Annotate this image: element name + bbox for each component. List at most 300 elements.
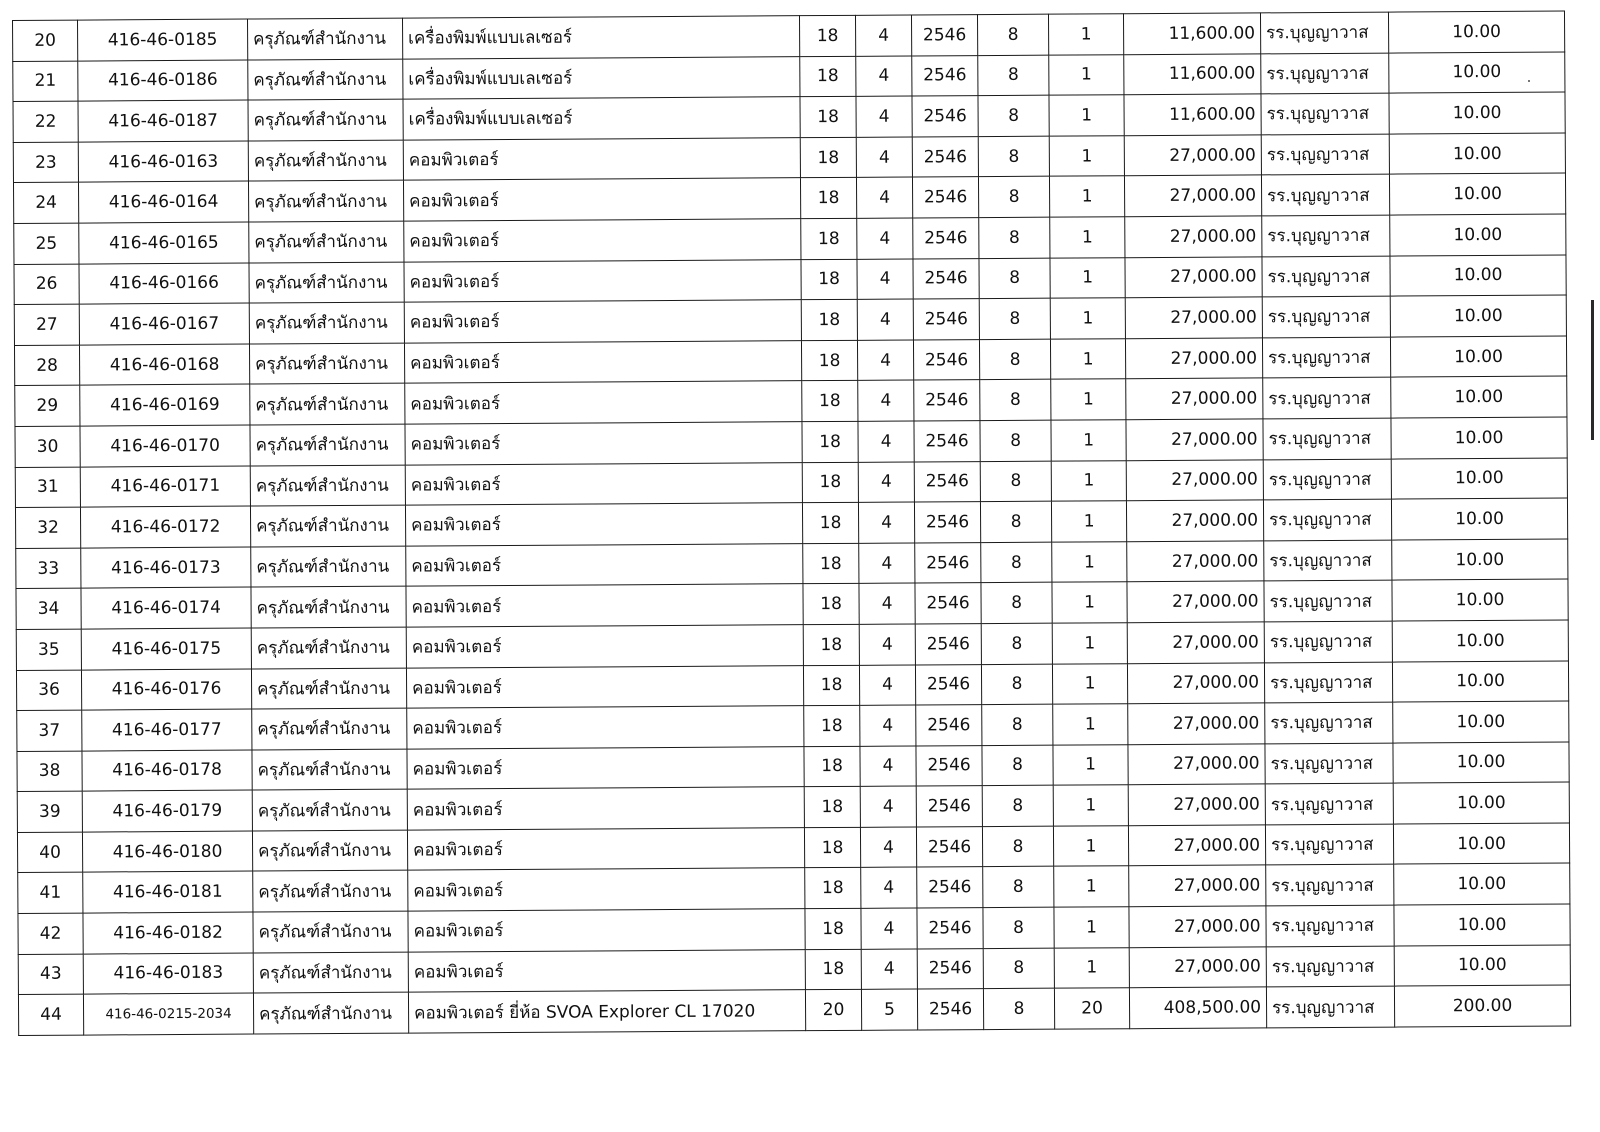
cell-useful-life: 8 (982, 785, 1053, 826)
cell-useful-life: 8 (983, 988, 1054, 1029)
cell-item-no: 20 (13, 20, 78, 61)
cell-acquired-day: 18 (801, 218, 857, 259)
cell-asset-name: คอมพิวเตอร์ (407, 787, 804, 830)
cell-asset-type: ครุภัณฑ์สำนักงาน (253, 992, 408, 1034)
cell-quantity: 1 (1049, 176, 1124, 217)
cell-useful-life: 8 (981, 542, 1052, 583)
cell-asset-type: ครุภัณฑ์สำนักงาน (253, 871, 408, 913)
cell-quantity: 1 (1050, 217, 1125, 258)
cell-acquired-year: 2546 (914, 380, 980, 421)
cell-location: รร.บุญญาวาส (1266, 865, 1394, 906)
cell-rate: 10.00 (1389, 133, 1565, 175)
cell-item-no: 44 (18, 994, 83, 1035)
cell-quantity: 1 (1051, 460, 1126, 501)
cell-useful-life: 8 (981, 623, 1052, 664)
cell-acquired-day: 18 (804, 705, 860, 746)
cell-item-no: 40 (17, 832, 82, 873)
cell-acquired-day: 20 (805, 990, 861, 1031)
cell-asset-code: 416-46-0171 (80, 466, 250, 508)
cell-acquired-month: 4 (856, 56, 912, 97)
cell-asset-type: ครุภัณฑ์สำนักงาน (250, 383, 405, 425)
cell-location: รร.บุญญาวาส (1266, 986, 1394, 1027)
cell-location: รร.บุญญาวาส (1262, 337, 1390, 378)
cell-location: รร.บุญญาวาส (1262, 256, 1390, 297)
cell-price: 27,000.00 (1126, 419, 1263, 460)
cell-location: รร.บุญญาวาส (1265, 824, 1393, 865)
cell-quantity: 1 (1052, 541, 1127, 582)
cell-location: รร.บุญญาวาส (1263, 499, 1391, 540)
cell-acquired-day: 18 (804, 827, 860, 868)
cell-useful-life: 8 (983, 948, 1054, 989)
cell-acquired-year: 2546 (914, 421, 980, 462)
cell-asset-name: คอมพิวเตอร์ (405, 462, 802, 505)
cell-acquired-month: 4 (857, 259, 913, 300)
cell-asset-type: ครุภัณฑ์สำนักงาน (250, 465, 405, 507)
cell-item-no: 42 (18, 913, 83, 954)
cell-acquired-month: 4 (855, 15, 911, 56)
cell-useful-life: 8 (982, 704, 1053, 745)
cell-price: 11,600.00 (1123, 13, 1260, 54)
cell-asset-code: 416-46-0173 (81, 547, 251, 589)
cell-quantity: 1 (1054, 866, 1129, 907)
cell-asset-code: 416-46-0183 (83, 953, 253, 995)
cell-acquired-month: 4 (860, 705, 916, 746)
cell-asset-name: คอมพิวเตอร์ (407, 746, 804, 789)
cell-price: 11,600.00 (1124, 94, 1261, 135)
scan-edge-mark (1591, 300, 1594, 440)
cell-quantity: 1 (1049, 135, 1124, 176)
cell-item-no: 37 (17, 710, 82, 751)
cell-acquired-year: 2546 (916, 745, 982, 786)
cell-acquired-day: 18 (803, 584, 859, 625)
cell-asset-type: ครุภัณฑ์สำนักงาน (250, 505, 405, 547)
cell-acquired-day: 18 (803, 624, 859, 665)
cell-acquired-month: 4 (856, 137, 912, 178)
cell-location: รร.บุญญาวาส (1260, 12, 1388, 53)
cell-asset-type: ครุภัณฑ์สำนักงาน (253, 911, 408, 953)
cell-rate: 10.00 (1391, 498, 1567, 540)
cell-useful-life: 8 (979, 339, 1050, 380)
cell-acquired-year: 2546 (915, 583, 981, 624)
cell-useful-life: 8 (983, 907, 1054, 948)
cell-rate: 10.00 (1391, 376, 1567, 418)
cell-rate: 10.00 (1392, 579, 1568, 621)
cell-asset-code: 416-46-0163 (78, 141, 248, 183)
cell-acquired-month: 4 (859, 543, 915, 584)
cell-location: รร.บุญญาวาส (1263, 418, 1391, 459)
cell-rate: 10.00 (1388, 11, 1564, 53)
cell-asset-type: ครุภัณฑ์สำนักงาน (252, 708, 407, 750)
cell-rate: 10.00 (1390, 295, 1566, 337)
cell-price: 27,000.00 (1125, 256, 1262, 297)
cell-quantity: 1 (1052, 623, 1127, 664)
cell-item-no: 30 (15, 426, 80, 467)
cell-location: รร.บุญญาวาส (1261, 53, 1389, 94)
cell-location: รร.บุญญาวาส (1262, 296, 1390, 337)
cell-asset-code: 416-46-0179 (82, 790, 252, 832)
cell-asset-type: ครุภัณฑ์สำนักงาน (252, 749, 407, 791)
cell-item-no: 22 (13, 101, 78, 142)
cell-rate: 10.00 (1389, 52, 1565, 94)
cell-acquired-year: 2546 (917, 867, 983, 908)
cell-acquired-year: 2546 (917, 908, 983, 949)
cell-asset-code: 416-46-0168 (79, 344, 249, 386)
cell-location: รร.บุญญาวาส (1265, 783, 1393, 824)
cell-asset-type: ครุภัณฑ์สำนักงาน (249, 302, 404, 344)
cell-asset-name: คอมพิวเตอร์ (405, 503, 802, 546)
cell-item-no: 34 (16, 588, 81, 629)
cell-asset-name: คอมพิวเตอร์ (405, 422, 802, 465)
cell-asset-name: คอมพิวเตอร์ (404, 300, 801, 343)
cell-acquired-year: 2546 (912, 136, 978, 177)
cell-asset-type: ครุภัณฑ์สำนักงาน (251, 546, 406, 588)
cell-acquired-year: 2546 (913, 339, 979, 380)
cell-quantity: 1 (1051, 501, 1126, 542)
cell-asset-name: คอมพิวเตอร์ (404, 219, 801, 262)
cell-asset-name: คอมพิวเตอร์ (404, 259, 801, 302)
cell-acquired-month: 4 (861, 908, 917, 949)
cell-rate: 10.00 (1389, 92, 1565, 134)
cell-acquired-month: 4 (857, 299, 913, 340)
cell-quantity: 1 (1050, 257, 1125, 298)
cell-acquired-month: 4 (856, 96, 912, 137)
cell-quantity: 1 (1053, 785, 1128, 826)
cell-price: 27,000.00 (1126, 378, 1263, 419)
cell-quantity: 1 (1050, 338, 1125, 379)
cell-location: รร.บุญญาวาส (1264, 580, 1392, 621)
cell-price: 408,500.00 (1129, 987, 1266, 1028)
cell-acquired-day: 18 (804, 746, 860, 787)
cell-useful-life: 8 (982, 745, 1053, 786)
cell-asset-type: ครุภัณฑ์สำนักงาน (252, 789, 407, 831)
cell-asset-name: คอมพิวเตอร์ (408, 909, 805, 952)
cell-asset-code: 416-46-0166 (79, 263, 249, 305)
cell-useful-life: 8 (980, 420, 1051, 461)
cell-location: รร.บุญญาวาส (1263, 377, 1391, 418)
cell-acquired-year: 2546 (911, 15, 977, 56)
cell-acquired-day: 18 (800, 178, 856, 219)
cell-rate: 200.00 (1394, 985, 1570, 1027)
cell-acquired-year: 2546 (917, 989, 983, 1030)
cell-asset-name: คอมพิวเตอร์ (406, 665, 803, 708)
cell-asset-name: คอมพิวเตอร์ (403, 178, 800, 221)
cell-acquired-month: 4 (861, 867, 917, 908)
cell-asset-type: ครุภัณฑ์สำนักงาน (251, 627, 406, 669)
cell-acquired-year: 2546 (915, 623, 981, 664)
cell-rate: 10.00 (1391, 417, 1567, 459)
cell-asset-code: 416-46-0169 (80, 384, 250, 426)
cell-acquired-month: 4 (859, 583, 915, 624)
cell-asset-type: ครุภัณฑ์สำนักงาน (247, 18, 402, 60)
cell-acquired-month: 4 (858, 462, 914, 503)
cell-price: 27,000.00 (1127, 622, 1264, 663)
cell-asset-name: เครื่องพิมพ์แบบเลเซอร์ (403, 56, 800, 99)
cell-item-no: 31 (15, 467, 80, 508)
cell-quantity: 1 (1054, 947, 1129, 988)
cell-acquired-month: 4 (857, 218, 913, 259)
cell-acquired-day: 18 (800, 97, 856, 138)
cell-price: 27,000.00 (1129, 947, 1266, 988)
cell-acquired-day: 18 (802, 421, 858, 462)
cell-rate: 10.00 (1394, 904, 1570, 946)
cell-rate: 10.00 (1390, 336, 1566, 378)
cell-quantity: 1 (1049, 54, 1124, 95)
cell-acquired-year: 2546 (917, 948, 983, 989)
cell-asset-type: ครุภัณฑ์สำนักงาน (248, 180, 403, 222)
cell-asset-code: 416-46-0182 (83, 912, 253, 954)
cell-asset-name: คอมพิวเตอร์ (408, 868, 805, 911)
cell-asset-type: ครุภัณฑ์สำนักงาน (249, 262, 404, 304)
cell-acquired-month: 4 (858, 380, 914, 421)
asset-register-sheet (12, 11, 1570, 1036)
cell-quantity: 1 (1053, 826, 1128, 867)
cell-useful-life: 8 (982, 826, 1053, 867)
cell-useful-life: 8 (978, 177, 1049, 218)
cell-acquired-day: 18 (802, 462, 858, 503)
cell-price: 27,000.00 (1129, 865, 1266, 906)
cell-item-no: 32 (15, 507, 80, 548)
cell-asset-code: 416-46-0186 (78, 60, 248, 102)
cell-asset-name: คอมพิวเตอร์ (408, 949, 805, 992)
cell-rate: 10.00 (1393, 701, 1569, 743)
cell-item-no: 21 (13, 61, 78, 102)
cell-location: รร.บุญญาวาส (1261, 93, 1389, 134)
cell-acquired-year: 2546 (913, 299, 979, 340)
cell-asset-type: ครุภัณฑ์สำนักงาน (251, 668, 406, 710)
cell-asset-type: ครุภัณฑ์สำนักงาน (250, 424, 405, 466)
cell-useful-life: 8 (979, 298, 1050, 339)
cell-asset-code: 416-46-0172 (80, 506, 250, 548)
cell-asset-type: ครุภัณฑ์สำนักงาน (248, 59, 403, 101)
cell-location: รร.บุญญาวาส (1264, 621, 1392, 662)
cell-acquired-month: 5 (861, 989, 917, 1030)
cell-acquired-day: 18 (800, 56, 856, 97)
cell-price: 27,000.00 (1129, 906, 1266, 947)
cell-quantity: 1 (1052, 582, 1127, 623)
cell-quantity: 20 (1054, 988, 1129, 1029)
cell-item-no: 39 (17, 791, 82, 832)
cell-location: รร.บุญญาวาส (1265, 743, 1393, 784)
cell-useful-life: 8 (981, 582, 1052, 623)
cell-rate: 10.00 (1392, 620, 1568, 662)
cell-asset-name: คอมพิวเตอร์ (406, 584, 803, 627)
cell-asset-name: คอมพิวเตอร์ (405, 381, 802, 424)
cell-acquired-month: 4 (856, 177, 912, 218)
cell-asset-type: ครุภัณฑ์สำนักงาน (248, 140, 403, 182)
cell-asset-code: 416-46-0215-2034 (83, 993, 253, 1035)
cell-acquired-month: 4 (857, 340, 913, 381)
cell-asset-code: 416-46-0165 (79, 222, 249, 264)
cell-asset-type: ครุภัณฑ์สำนักงาน (249, 221, 404, 263)
cell-price: 27,000.00 (1128, 825, 1265, 866)
cell-item-no: 24 (13, 182, 78, 223)
cell-location: รร.บุญญาวาส (1262, 215, 1390, 256)
cell-item-no: 41 (18, 873, 83, 914)
cell-acquired-month: 4 (860, 786, 916, 827)
cell-price: 27,000.00 (1124, 135, 1261, 176)
cell-price: 27,000.00 (1127, 541, 1264, 582)
cell-location: รร.บุญญาวาส (1263, 459, 1391, 500)
cell-acquired-day: 18 (803, 665, 859, 706)
cell-acquired-year: 2546 (914, 461, 980, 502)
cell-acquired-day: 18 (803, 543, 859, 584)
cell-useful-life: 8 (983, 867, 1054, 908)
cell-useful-life: 8 (979, 258, 1050, 299)
cell-price: 11,600.00 (1124, 53, 1261, 94)
cell-rate: 10.00 (1393, 782, 1569, 824)
cell-acquired-day: 18 (799, 15, 855, 56)
cell-asset-name: คอมพิวเตอร์ (407, 828, 804, 871)
cell-asset-type: ครุภัณฑ์สำนักงาน (252, 830, 407, 872)
cell-acquired-year: 2546 (913, 258, 979, 299)
cell-price: 27,000.00 (1125, 216, 1262, 257)
cell-location: รร.บุญญาวาส (1264, 540, 1392, 581)
cell-item-no: 38 (17, 751, 82, 792)
cell-useful-life: 8 (978, 55, 1049, 96)
cell-acquired-day: 18 (805, 868, 861, 909)
table-row (18, 985, 1570, 1035)
cell-acquired-day: 18 (805, 908, 861, 949)
cell-asset-code: 416-46-0177 (82, 709, 252, 751)
cell-item-no: 43 (18, 954, 83, 995)
cell-acquired-year: 2546 (915, 664, 981, 705)
cell-acquired-year: 2546 (916, 786, 982, 827)
cell-useful-life: 8 (979, 217, 1050, 258)
cell-quantity: 1 (1054, 907, 1129, 948)
cell-price: 27,000.00 (1127, 581, 1264, 622)
cell-acquired-year: 2546 (916, 705, 982, 746)
cell-asset-code: 416-46-0176 (81, 669, 251, 711)
cell-useful-life: 8 (977, 14, 1048, 55)
cell-acquired-month: 4 (858, 502, 914, 543)
cell-quantity: 1 (1050, 298, 1125, 339)
cell-location: รร.บุญญาวาส (1266, 905, 1394, 946)
cell-asset-code: 416-46-0181 (83, 872, 253, 914)
cell-acquired-day: 18 (801, 259, 857, 300)
cell-acquired-day: 18 (801, 340, 857, 381)
cell-location: รร.บุญญาวาส (1261, 134, 1389, 175)
cell-useful-life: 8 (978, 136, 1049, 177)
cell-asset-type: ครุภัณฑ์สำนักงาน (248, 99, 403, 141)
cell-asset-code: 416-46-0187 (78, 100, 248, 142)
cell-asset-type: ครุภัณฑ์สำนักงาน (249, 343, 404, 385)
cell-item-no: 35 (16, 629, 81, 670)
cell-item-no: 27 (14, 304, 79, 345)
cell-asset-name: คอมพิวเตอร์ (406, 625, 803, 668)
cell-quantity: 1 (1051, 420, 1126, 461)
cell-asset-code: 416-46-0175 (81, 628, 251, 670)
cell-item-no: 25 (14, 223, 79, 264)
cell-rate: 10.00 (1394, 863, 1570, 905)
cell-acquired-month: 4 (861, 949, 917, 990)
cell-acquired-year: 2546 (916, 826, 982, 867)
cell-useful-life: 8 (980, 501, 1051, 542)
cell-useful-life: 8 (978, 95, 1049, 136)
cell-asset-name: คอมพิวเตอร์ (407, 706, 804, 749)
cell-asset-code: 416-46-0170 (80, 425, 250, 467)
cell-acquired-year: 2546 (912, 55, 978, 96)
cell-quantity: 1 (1049, 95, 1124, 136)
cell-asset-code: 416-46-0164 (78, 181, 248, 223)
cell-price: 27,000.00 (1125, 338, 1262, 379)
cell-rate: 10.00 (1393, 823, 1569, 865)
cell-asset-name: เครื่องพิมพ์แบบเลเซอร์ (402, 16, 799, 59)
cell-acquired-year: 2546 (915, 542, 981, 583)
cell-acquired-year: 2546 (912, 177, 978, 218)
cell-quantity: 1 (1053, 704, 1128, 745)
cell-price: 27,000.00 (1128, 744, 1265, 785)
cell-asset-type: ครุภัณฑ์สำนักงาน (251, 586, 406, 628)
cell-location: รร.บุญญาวาส (1265, 702, 1393, 743)
cell-useful-life: 8 (980, 380, 1051, 421)
cell-price: 27,000.00 (1127, 662, 1264, 703)
cell-quantity: 1 (1051, 379, 1126, 420)
cell-acquired-day: 18 (804, 787, 860, 828)
cell-item-no: 33 (16, 548, 81, 589)
cell-rate: 10.00 (1391, 458, 1567, 500)
cell-acquired-month: 4 (858, 421, 914, 462)
cell-asset-name: คอมพิวเตอร์ (406, 543, 803, 586)
cell-item-no: 26 (14, 264, 79, 305)
cell-rate: 10.00 (1390, 214, 1566, 256)
cell-rate: 10.00 (1392, 539, 1568, 581)
cell-asset-name: เครื่องพิมพ์แบบเลเซอร์ (403, 97, 800, 140)
cell-rate: 10.00 (1394, 945, 1570, 987)
cell-acquired-month: 4 (860, 746, 916, 787)
scan-speck (1528, 80, 1530, 82)
cell-acquired-year: 2546 (914, 502, 980, 543)
cell-price: 27,000.00 (1125, 297, 1262, 338)
asset-table-body (13, 11, 1571, 1035)
cell-quantity: 1 (1053, 744, 1128, 785)
cell-asset-type: ครุภัณฑ์สำนักงาน (253, 952, 408, 994)
cell-rate: 10.00 (1389, 173, 1565, 215)
cell-price: 27,000.00 (1126, 500, 1263, 541)
cell-price: 27,000.00 (1128, 784, 1265, 825)
cell-acquired-month: 4 (860, 827, 916, 868)
cell-acquired-year: 2546 (913, 218, 979, 259)
cell-price: 27,000.00 (1124, 175, 1261, 216)
cell-acquired-day: 18 (802, 381, 858, 422)
asset-table (12, 11, 1571, 1036)
cell-acquired-day: 18 (800, 137, 856, 178)
cell-price: 27,000.00 (1126, 459, 1263, 500)
cell-rate: 10.00 (1392, 661, 1568, 703)
cell-asset-name: คอมพิวเตอร์ (404, 340, 801, 383)
cell-item-no: 36 (16, 670, 81, 711)
cell-asset-name: คอมพิวเตอร์ ยี่ห้อ SVOA Explorer CL 17020 (408, 990, 805, 1033)
cell-location: รร.บุญญาวาส (1264, 662, 1392, 703)
cell-item-no: 29 (15, 385, 80, 426)
cell-acquired-month: 4 (859, 664, 915, 705)
cell-asset-code: 416-46-0167 (79, 303, 249, 345)
cell-acquired-month: 4 (859, 624, 915, 665)
cell-acquired-day: 18 (805, 949, 861, 990)
cell-asset-code: 416-46-0178 (82, 750, 252, 792)
cell-asset-name: คอมพิวเตอร์ (403, 137, 800, 180)
cell-acquired-year: 2546 (912, 96, 978, 137)
cell-location: รร.บุญญาวาส (1261, 174, 1389, 215)
cell-rate: 10.00 (1390, 255, 1566, 297)
cell-asset-code: 416-46-0174 (81, 587, 251, 629)
cell-location: รร.บุญญาวาส (1266, 946, 1394, 987)
cell-item-no: 28 (14, 345, 79, 386)
cell-useful-life: 8 (981, 664, 1052, 705)
cell-quantity: 1 (1048, 14, 1123, 55)
cell-item-no: 23 (13, 142, 78, 183)
cell-price: 27,000.00 (1128, 703, 1265, 744)
cell-useful-life: 8 (980, 461, 1051, 502)
